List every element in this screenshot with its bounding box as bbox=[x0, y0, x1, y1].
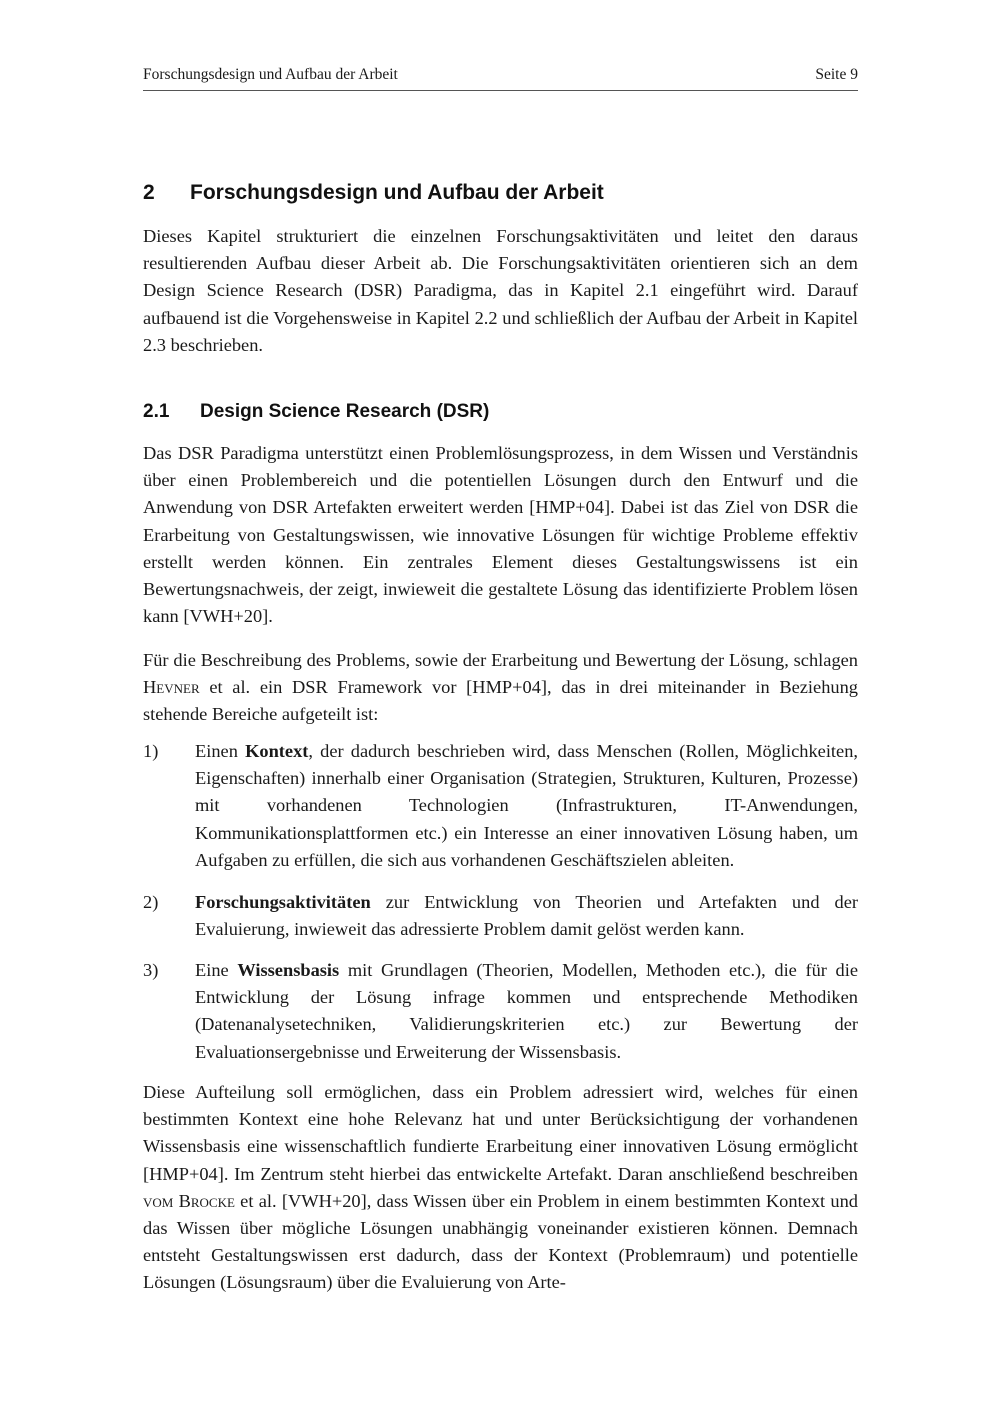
list-text bbox=[195, 889, 858, 943]
list-item bbox=[143, 957, 858, 1066]
body-paragraph-3 bbox=[143, 1079, 858, 1297]
list-item bbox=[143, 738, 858, 874]
list-text-rest: mit Grundlagen (Theorien, Modellen, Methoden etc.), die für die Entwicklung der Lösung infrage kommen und entsprechende Methodiken (Datenanalysetechniken, Validierungskriterien etc.) zur Bewertung der Evaluationsergebnisse und Erweiterung der Wissensbasis. bbox=[195, 960, 858, 1062]
paragraph-text: et al. [VWH+20], dass Wissen über ein Problem in einem bestimmten Kontext und das Wissen über mögliche Lösungen unabhängig voneinander existieren können. Demnach entsteht Gestaltungswissen erst dadurch, dass der Kontext (Problemraum) und potentielle Lösungen (Lösungsraum) über die Evaluierung von Arte- bbox=[143, 1190, 858, 1293]
chapter-title: Forschungsdesign und Aufbau der Arbeit bbox=[190, 181, 604, 204]
author-name: vom Brocke bbox=[143, 1190, 235, 1211]
list-term: Kontext bbox=[245, 741, 309, 761]
list-text-prefix: Eine bbox=[195, 960, 238, 980]
header-chapter-title: Forschungsdesign und Aufbau der Arbeit bbox=[143, 66, 398, 83]
paragraph-text: Für die Beschreibung des Problems, sowie der Erarbeitung und Bewertung der Lösung, schlagen bbox=[143, 650, 858, 670]
section-number: 2.1 bbox=[143, 401, 170, 422]
list-text-rest: zur Entwicklung von Theorien und Artefakten und der Evaluierung, inwieweit das adressierte Problem damit gelöst werden kann. bbox=[195, 892, 858, 940]
list-number: 1) bbox=[143, 741, 159, 761]
list-text-rest: , der dadurch beschrieben wird, dass Menschen (Rollen, Möglichkeiten, Eigenschaften) innerhalb einer Organisation (Strategien, Strukturen, Kulturen, Prozesse) mit vorhandenen Technologien (Infrastrukturen, IT-Anwendungen, Kommunikationsplattformen etc.) ein Interesse an einer innovativen Lösung haben, um Aufgaben zu erfüllen, die sich aus vorhandenen Geschäftszielen ableiten. bbox=[195, 741, 858, 870]
author-name: Hevner bbox=[143, 677, 200, 698]
running-header bbox=[143, 66, 858, 91]
chapter-number: 2 bbox=[143, 181, 155, 204]
body-paragraph-2 bbox=[143, 647, 858, 729]
intro-paragraph: Dieses Kapitel strukturiert die einzelnen Forschungsaktivitäten und leitet den daraus resultierenden Aufbau dieser Arbeit ab. Die Forschungsaktivitäten orientieren sich an dem Design Science Research (DSR) Paradigma, das in Kapitel 2.1 eingeführt wird. Darauf aufbauend ist die Vorgehensweise in Kapitel 2.2 und schließlich der Aufbau der Arbeit in Kapitel 2.3 beschrieben. bbox=[143, 226, 858, 355]
list-number: 3) bbox=[143, 960, 159, 980]
section-heading bbox=[143, 401, 489, 423]
section-title: Design Science Research (DSR) bbox=[200, 401, 490, 422]
list-text-prefix: Einen bbox=[195, 741, 246, 761]
paragraph-text: et al. ein DSR Framework vor [HMP+04], das in drei miteinander in Beziehung stehende Bereiche aufgeteilt ist: bbox=[143, 677, 858, 725]
list-text bbox=[195, 957, 858, 1066]
body-paragraph-1: Das DSR Paradigma unterstützt einen Problemlösungsprozess, in dem Wissen und Verständnis über einen Problembereich und die potentiellen Lösungen durch den Entwurf und die Anwendung von DSR Artefakten erweitert werden [HMP+04]. Dabei ist das Ziel von DSR die Erarbeitung von Gestaltungswissen, wie innovative Lösungen für wichtige Probleme effektiv erstellt werden können. Ein zentrales Element dieses Gestaltungswissens ist ein Bewertungsnachweis, der zeigt, inwieweit die gestaltete Lösung das identifizierte Problem lösen kann [VWH+20]. bbox=[143, 443, 858, 627]
list-term: Forschungsaktivitäten bbox=[195, 892, 371, 912]
list-term: Wissensbasis bbox=[237, 960, 340, 980]
list-text bbox=[195, 738, 858, 874]
list-number: 2) bbox=[143, 892, 159, 912]
paragraph-text: Diese Aufteilung soll ermöglichen, dass ein Problem adressiert wird, welches für einen bestimmten Kontext eine hohe Relevanz hat und unter Berücksichtigung der vorhandenen Wissensbasis eine wissenschaftlich fundierte Erarbeitung einer innovativen Lösung ermöglicht [HMP+04]. Im Zentrum steht hierbei das entwickelte Artefakt. Daran anschließend beschreiben bbox=[143, 1082, 858, 1184]
chapter-heading bbox=[143, 181, 604, 205]
header-page-number: Seite 9 bbox=[815, 66, 858, 83]
list-item bbox=[143, 889, 858, 943]
